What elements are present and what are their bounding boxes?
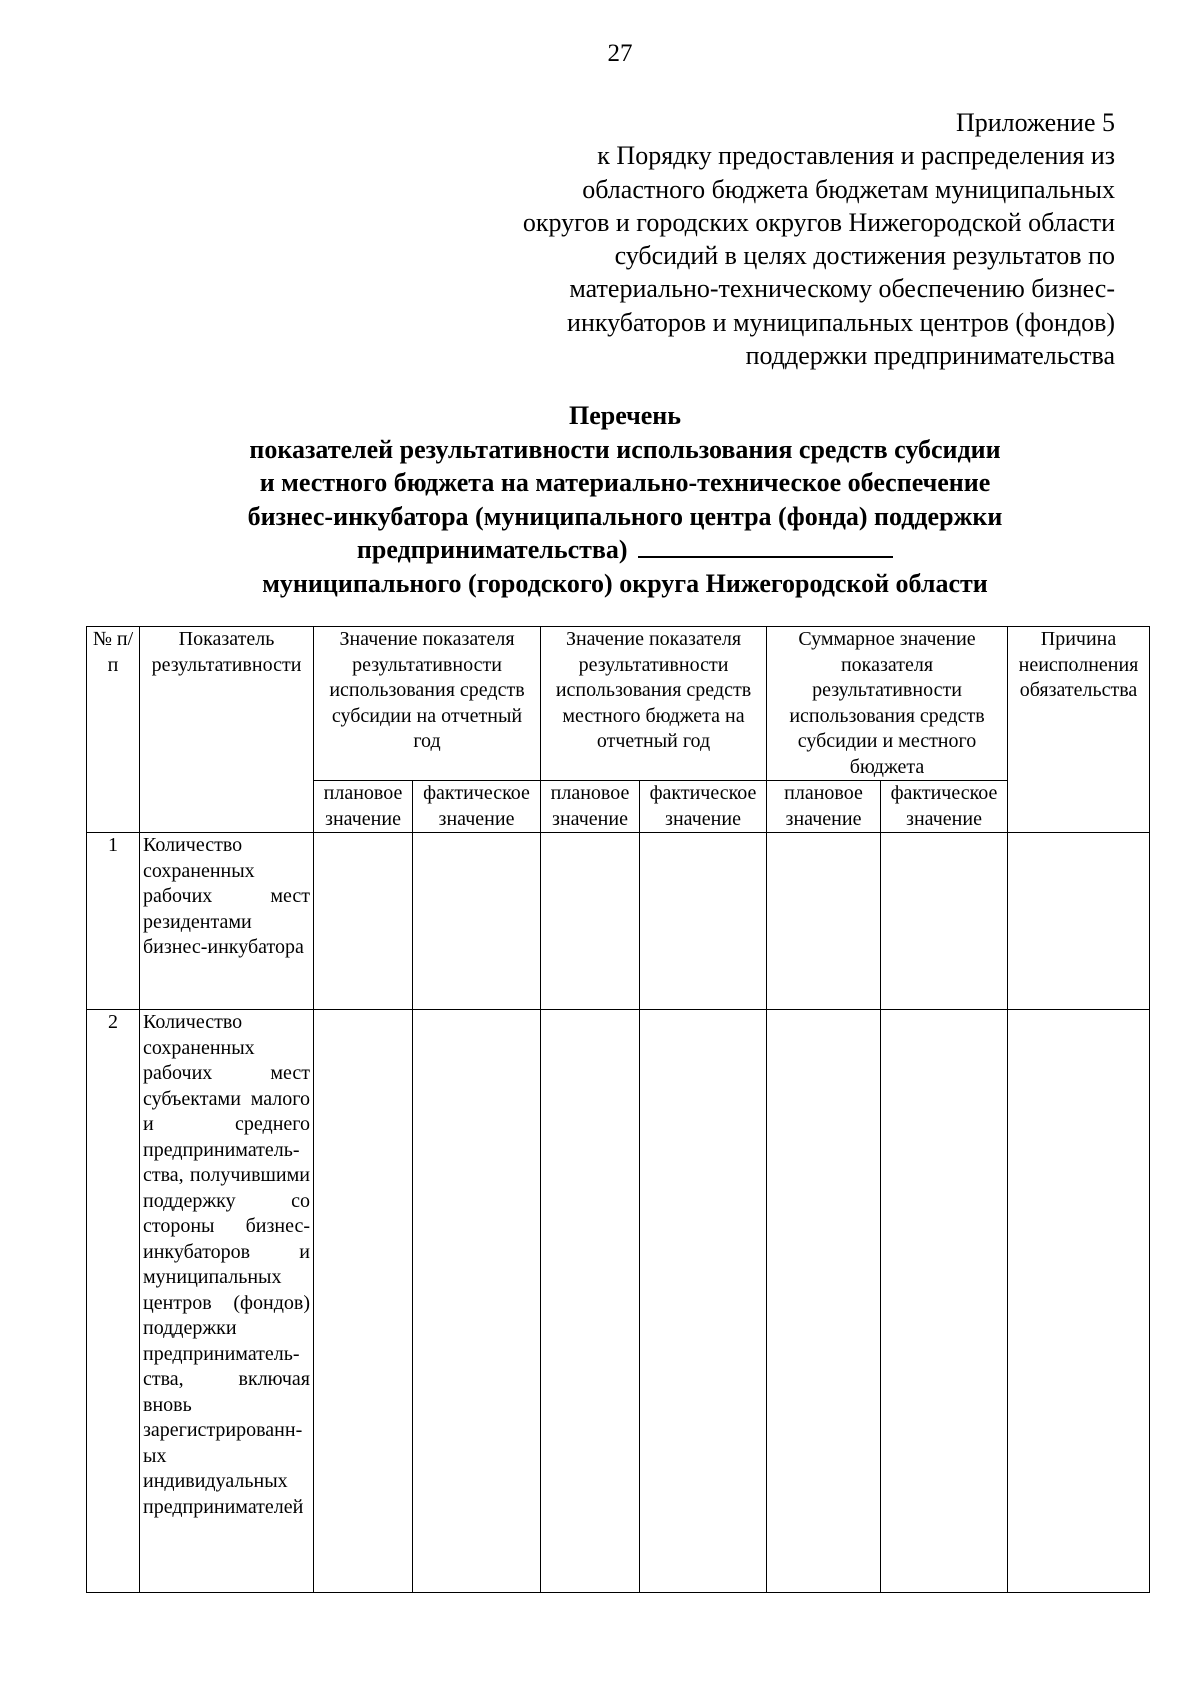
header-indicator: Показатель результативности [140,627,314,833]
row-number: 2 [87,1010,140,1593]
row-number: 1 [87,833,140,1010]
title-line-with-blank [0,533,1200,567]
cell-local-planned[interactable] [541,833,640,1010]
header-actual: фактическое значение [640,781,767,833]
header-total: Суммарное значение показателя результативности использования средств субсидии и местного бюджета [767,627,1008,781]
cell-reason[interactable] [1008,1010,1150,1593]
fill-in-blank[interactable] [638,534,893,558]
title-line: предпринимательства) [356,535,628,564]
cell-reason[interactable] [1008,833,1150,1010]
cell-local-planned[interactable] [541,1010,640,1593]
appendix-line: областного бюджета бюджетам муниципальных [582,174,1115,204]
indicators-table [86,626,1150,1593]
title-line: муниципального (городского) округа Нижегородской области [262,568,988,598]
appendix-line: к Порядку предоставления и распределения из [597,141,1115,171]
title-line: бизнес-инкубатора (муниципального центра (фонда) поддержки [247,501,1003,531]
cell-total-actual[interactable] [881,833,1008,1010]
header-actual: фактическое значение [881,781,1008,833]
table-row [87,1010,1150,1593]
appendix-line: Приложение 5 [955,108,1115,137]
cell-total-planned[interactable] [767,1010,881,1593]
row-indicator: Количество сохраненных рабочих мест субъектами малого и среднего предпринимательства, получившими поддержку со стороны бизнес-инкубаторов и муниципальных центров (фондов) поддержки предпринимательства, включая вновь зарегистрированных индивидуальных предпринимателей [140,1010,314,1593]
cell-subsidy-planned[interactable] [314,1010,413,1593]
header-num: № п/п [87,627,140,833]
cell-subsidy-planned[interactable] [314,833,413,1010]
table-row [87,833,1150,1010]
header-reason: Причина неисполнения обязательства [1008,627,1150,833]
header-actual: фактическое значение [413,781,541,833]
cell-local-actual[interactable] [640,1010,767,1593]
header-subsidy: Значение показателя результативности использования средств субсидии на отчетный год [314,627,541,781]
title-line: показателей результативности использования средств субсидии [249,434,1001,464]
header-planned: плановое значение [767,781,881,833]
cell-subsidy-actual[interactable] [413,1010,541,1593]
cell-total-planned[interactable] [767,833,881,1010]
appendix-line: материально-техническому обеспечению бизнес- [569,274,1115,304]
header-planned: плановое значение [314,781,413,833]
cell-local-actual[interactable] [640,833,767,1010]
header-planned: плановое значение [541,781,640,833]
title-line: и местного бюджета на материально-техническое обеспечение [259,468,991,497]
appendix-line: поддержки предпринимательства [745,341,1115,371]
appendix-line: субсидий в целях достижения результатов по [614,241,1115,271]
row-indicator: Количество сохраненных рабочих мест резидентами бизнес-инкубатора [140,833,314,1010]
title-line: Перечень [568,401,682,430]
cell-subsidy-actual[interactable] [413,833,541,1010]
document-title [0,399,1200,600]
appendix-line: округов и городских округов Нижегородской области [522,207,1115,237]
appendix-line: инкубаторов и муниципальных центров (фондов) [567,307,1115,337]
appendix-block [475,106,1115,372]
cell-total-actual[interactable] [881,1010,1008,1593]
page-number: 27 [607,40,633,67]
header-local-budget: Значение показателя результативности использования средств местного бюджета на отчетный год [541,627,767,781]
